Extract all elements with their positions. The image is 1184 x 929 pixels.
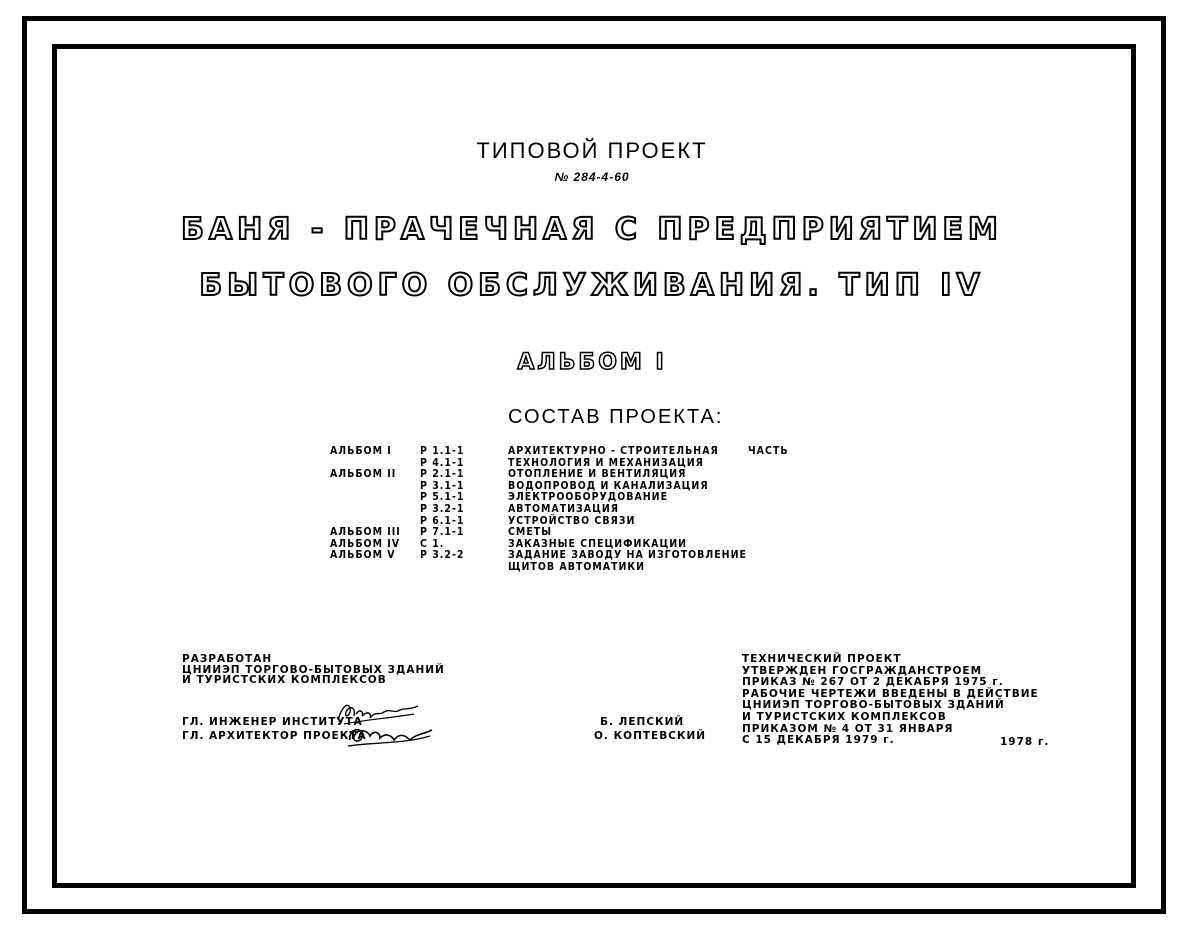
contents-row [330, 504, 808, 516]
approval-block [742, 654, 1039, 747]
developer-line-2: ЦНИИЭП ТОРГОВО-БЫТОВЫХ ЗДАНИЙ [182, 663, 445, 676]
contents-suffix [748, 469, 808, 481]
chief-architect-name: О. КОПТЕВСКИЙ [594, 730, 707, 742]
approval-line-7: ПРИКАЗОМ № 4 ОТ 31 ЯНВАРЯ [742, 722, 954, 735]
chief-engineer-role: ГЛ. ИНЖЕНЕР ИНСТИТУТА [182, 716, 363, 728]
developer-block [182, 654, 445, 686]
approval-line-2: УТВЕРЖДЕН ГОСГРАЖДАНСТРОЕМ [742, 664, 983, 677]
contents-code: Р 1.1-1 [420, 445, 465, 457]
contents-album: АЛЬБОМ V [330, 549, 396, 562]
approval-line-8: С 15 ДЕКАБРЯ 1979 г. [742, 734, 895, 747]
project-title-line-1: БАНЯ - ПРАЧЕЧНАЯ С ПРЕДПРИЯТИЕМ [181, 212, 1003, 247]
contents-suffix [748, 562, 808, 574]
doc-number: № 284-4-60 [554, 170, 630, 184]
contents-title: УСТРОЙСТВО СВЯЗИ [508, 514, 636, 527]
contents-heading: СОСТАВ ПРОЕКТА: [508, 406, 724, 428]
contents-row [330, 562, 808, 574]
contents-suffix [748, 516, 808, 528]
contents-code: Р 3.2-1 [420, 502, 465, 515]
doc-type-heading: ТИПОВОЙ ПРОЕКТ [476, 138, 708, 163]
approval-year: 1978 г. [1000, 736, 1050, 748]
approval-line-3: ПРИКАЗ № 267 ОТ 2 ДЕКАБРЯ 1975 г. [742, 676, 1004, 689]
contents-title: АВТОМАТИЗАЦИЯ [508, 502, 620, 515]
contents-table-body [330, 446, 808, 574]
contents-suffix [748, 504, 808, 516]
contents-album [330, 562, 420, 574]
contents-title: ЗАДАНИЕ ЗАВОДУ НА ИЗГОТОВЛЕНИЕ [508, 549, 747, 562]
contents-title: ОТОПЛЕНИЕ И ВЕНТИЛЯЦИЯ [508, 468, 687, 481]
contents-row [330, 516, 808, 528]
album-heading: АЛЬБОМ I [517, 350, 667, 375]
contents-album [330, 481, 420, 493]
approval-line-1: ТЕХНИЧЕСКИЙ ПРОЕКТ [742, 653, 902, 665]
contents-suffix [748, 492, 808, 504]
contents-code: Р 6.1-1 [420, 514, 465, 527]
contents-code: Р 3.2-2 [420, 549, 465, 562]
project-title-line-2: БЫТОВОГО ОБСЛУЖИВАНИЯ. ТИП IV [199, 268, 985, 303]
contents-suffix [748, 539, 808, 551]
contents-row [330, 446, 808, 458]
developer-line-1: РАЗРАБОТАН [182, 653, 273, 665]
contents-album: АЛЬБОМ II [330, 468, 397, 481]
chief-architect-role: ГЛ. АРХИТЕКТОР ПРОЕКТА [182, 730, 367, 742]
contents-suffix [748, 550, 808, 562]
contents-suffix [748, 481, 808, 493]
contents-code: Р 5.1-1 [420, 491, 465, 504]
contents-album [330, 504, 420, 516]
contents-title: ЭЛЕКТРООБОРУДОВАНИЕ [508, 491, 669, 504]
contents-table [330, 446, 808, 574]
signature-architect [344, 722, 436, 750]
contents-row [330, 527, 808, 539]
contents-title: АРХИТЕКТУРНО - СТРОИТЕЛЬНАЯ [508, 445, 719, 457]
contents-title: ЩИТОВ АВТОМАТИКИ [508, 560, 646, 573]
contents-suffix [748, 458, 808, 470]
contents-album: АЛЬБОМ IV [330, 537, 401, 550]
contents-code: С 1. [420, 537, 445, 550]
contents-title: СМЕТЫ [508, 526, 553, 539]
contents-code: Р 2.1-1 [420, 468, 465, 481]
developer-line-3: И ТУРИСТСКИХ КОМПЛЕКСОВ [182, 674, 387, 686]
contents-title: ТЕХНОЛОГИЯ И МЕХАНИЗАЦИЯ [508, 456, 704, 469]
contents-code: Р 4.1-1 [420, 456, 465, 469]
contents-album: АЛЬБОМ I [330, 445, 392, 457]
contents-album [330, 492, 420, 504]
contents-code: Р 7.1-1 [420, 526, 465, 539]
contents-suffix [748, 527, 808, 539]
approval-line-6: И ТУРИСТСКИХ КОМПЛЕКСОВ [742, 710, 947, 723]
approval-line-4: РАБОЧИЕ ЧЕРТЕЖИ ВВЕДЕНЫ В ДЕЙСТВИЕ [742, 687, 1039, 700]
contents-title: ЗАКАЗНЫЕ СПЕЦИФИКАЦИИ [508, 537, 688, 550]
approval-line-5: ЦНИИЭП ТОРГОВО-БЫТОВЫХ ЗДАНИЙ [742, 699, 1005, 712]
contents-album: АЛЬБОМ III [330, 526, 401, 539]
contents-code [420, 562, 508, 574]
chief-engineer-name: Б. ЛЕПСКИЙ [600, 716, 685, 728]
chief-architect-row [182, 730, 707, 742]
contents-title: ВОДОПРОВОД И КАНАЛИЗАЦИЯ [508, 479, 709, 492]
contents-suffix: ЧАСТЬ [748, 445, 789, 457]
contents-code: Р 3.1-1 [420, 479, 465, 492]
